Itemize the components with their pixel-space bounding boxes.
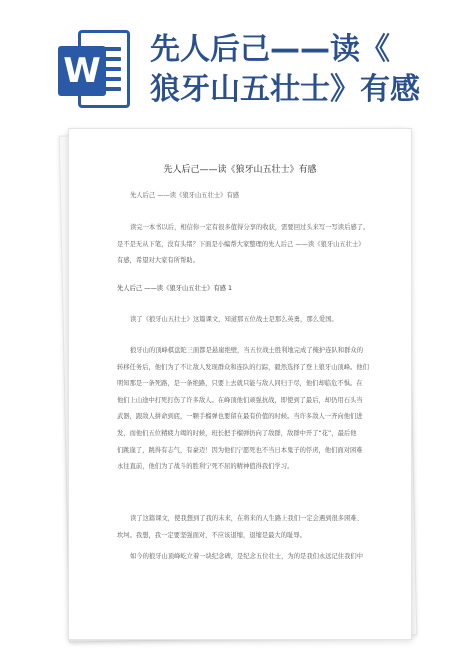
- paragraph: [117, 511, 389, 544]
- text-line: 们跳崖了，跳得有志气，有豪迈！因为他们宁愿死也不当日本鬼子的俘虏，他们面对困难: [117, 446, 363, 454]
- paragraph: [117, 549, 389, 566]
- banner-title-line-2: 狼牙山五壮士》有感: [150, 72, 420, 107]
- document-title: 先人后己——读《狼牙山五壮士》有感: [163, 165, 317, 175]
- banner-title: [150, 30, 468, 110]
- text-line: 坎坷。我想，我一定要坚强面对，不应该退缩，退缩是最大的耻辱。: [117, 531, 306, 539]
- text-line: 读了《狼牙山五壮士》这篇课文，知道那五位战士是那么英勇，那么爱国。: [130, 316, 338, 323]
- paragraph: [117, 343, 389, 476]
- section-heading: [117, 281, 389, 298]
- text-line: 有感，希望对大家有所帮助。: [117, 257, 199, 265]
- text-line: 永往直前，他们为了战斗的胜利宁死不屈的精神值得我们学习。: [117, 463, 294, 471]
- text-line: 读了这篇课文，使我想到了我的未来，在将来的人生路上我们一定会遇到很多困难、: [130, 515, 363, 522]
- text-line: 狼牙山的顶峰棋盘陀三面都是悬崖绝壁，当五位战士胜利地完成了掩护连队和群众的: [130, 347, 363, 354]
- banner-title-line-1: 先人后己——读《: [150, 32, 390, 67]
- text-line: 读完一本书以后，相信你一定有很多值得分享的收获，需要回过头来写一写读后感了。: [130, 224, 370, 231]
- text-line: 发，而他们五位精疲力竭的时候，班长把手榴弹扔向了敌群，敌群中开了“花”，最后他: [117, 429, 357, 437]
- text-line: 先人后己 ——读《狼牙山五壮士》有感 1: [117, 285, 233, 292]
- text-line: 先人后己 ——读《狼牙山五壮士》有感: [130, 192, 240, 199]
- paragraph: [117, 312, 389, 329]
- text-line: 如今的狼牙山顶峰屹立着一块纪念碑，是纪念五位壮士，为的是我们永远记住我们中: [130, 553, 363, 560]
- paragraph: [117, 188, 389, 205]
- text-line: 转移任务后，他们为了不让敌人发现群众和连队的行踪，毅然选择了登上狼牙山顶峰。他们: [117, 363, 369, 371]
- word-w-badge: W: [58, 46, 106, 96]
- paragraph: [117, 220, 389, 270]
- banner: [0, 0, 474, 120]
- text-line: 明知那是一条死路，是一条绝路，只要上去就只能与敌人同归于尽，他们却临危不惧。在: [117, 380, 363, 388]
- word-document-icon: [58, 30, 130, 108]
- text-line: 是不是无从下笔，没有头绪？下面是小编帮大家整理的先人后己 ——读《狼牙山五壮士》: [117, 240, 365, 248]
- text-line: 他们上山途中打死打伤了许多敌人。在峰顶他们顽强抗战，即使到了最后，却仍用石头当: [117, 396, 363, 404]
- text-line: 武器，跟敌人拼命到底，一颗手榴弹也要留在最有价值的时候。当许多敌人一齐向他们进: [117, 413, 363, 421]
- document-page: [68, 128, 412, 640]
